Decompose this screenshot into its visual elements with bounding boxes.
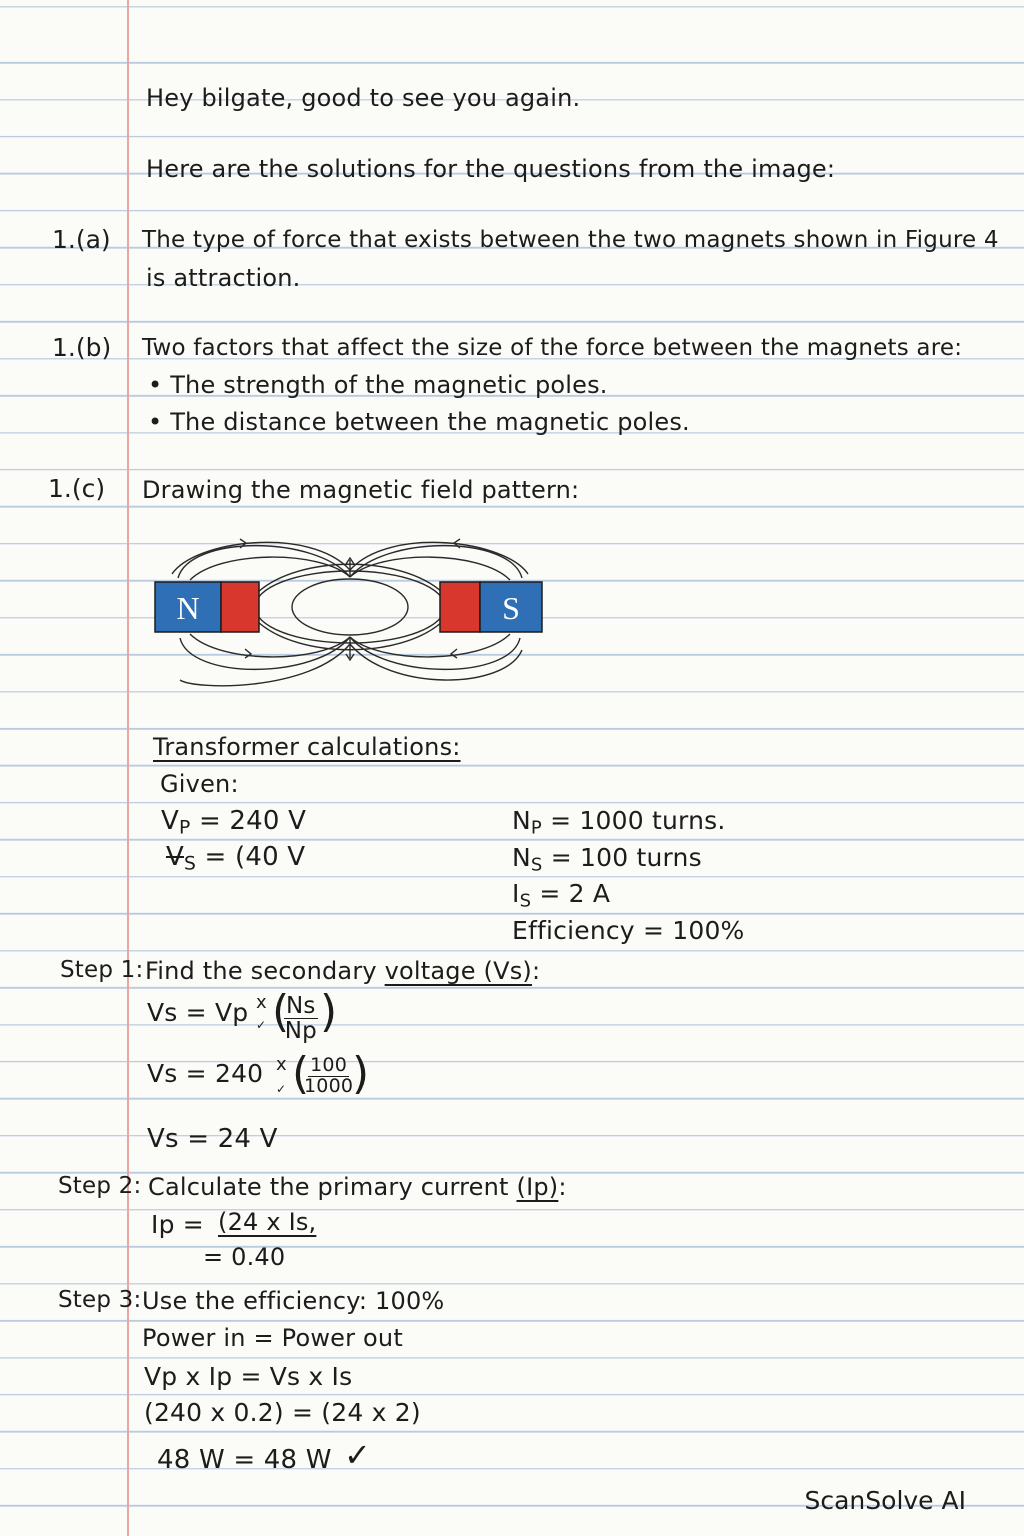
given-vs: $V_S = (40$ V [166, 842, 306, 875]
check-icon: ✓ [344, 1436, 372, 1474]
step1-eq2-times: x [276, 1054, 287, 1075]
step2-title: Calculate the primary current (Ip): [148, 1173, 567, 1201]
q1b-label: 1.(b) [52, 333, 112, 362]
step1-label: Step 1: [60, 957, 144, 983]
paren-close: ) [320, 986, 338, 1037]
paren-open: ( [292, 1048, 310, 1099]
given-label: Given: [160, 770, 239, 798]
fraction-denominator: 1000 [304, 1074, 354, 1097]
fraction-numerator: 100 [310, 1054, 348, 1076]
magnetic-field-diagram [150, 530, 550, 700]
paren-close: ) [352, 1048, 370, 1099]
step3-line4: 48 W = 48 W [157, 1445, 332, 1475]
magnet-right [440, 582, 542, 632]
magnet-right-label: S [502, 590, 520, 626]
step2-label: Step 2: [58, 1173, 142, 1199]
given-efficiency: Efficiency = 100% [512, 916, 745, 945]
bullet-text: The distance between the magnetic poles. [170, 408, 690, 436]
step1-eq1-lhs: Vs = Vp [147, 998, 249, 1027]
step3-line3: (240 x 0.2) = (24 x 2) [144, 1398, 421, 1427]
step3-title: Use the efficiency: 100% [142, 1287, 445, 1315]
intro-line: Here are the solutions for the questions from the image: [146, 155, 836, 183]
magnet-left [155, 582, 259, 632]
bullet-text: The strength of the magnetic poles. [170, 371, 608, 399]
step2-eq1-lhs: Ip = [151, 1210, 204, 1239]
q1b-bullet-2: • The distance between the magnetic poles. [148, 408, 690, 436]
transformer-heading: Transformer calculations: [153, 733, 461, 761]
fraction-numerator: Ns [286, 993, 316, 1019]
step1-eq2-fraction [304, 1056, 353, 1097]
q1b-bullet-1: • The strength of the magnetic poles. [148, 371, 608, 399]
step1-eq2-tick: ✓ [276, 1082, 287, 1096]
magnet-left-label: N [176, 590, 200, 626]
given-vp: $V_P = 240$ V [161, 806, 307, 839]
q1a-label: 1.(a) [52, 225, 111, 254]
q1c-line1: Drawing the magnetic field pattern: [142, 476, 580, 504]
step1-title: Find the secondary voltage (Vs): [145, 957, 541, 985]
step2-eq1-rhs: (24 x Is, [218, 1208, 317, 1236]
step2-eq2: = 0.40 [203, 1243, 286, 1271]
given-is: $I_S = 2$ A [512, 879, 611, 912]
q1a-line2: is attraction. [146, 264, 301, 292]
step3-line1: Power in = Power out [142, 1324, 403, 1352]
step1-eq1-fraction [284, 994, 318, 1043]
step1-eq2-lhs: Vs = 240 [147, 1059, 264, 1088]
q1c-label: 1.(c) [48, 474, 106, 503]
step1-eq1-tick: ✓ [256, 1018, 267, 1032]
q1a-line1: The type of force that exists between the two magnets shown in Figure 4 [142, 227, 999, 253]
greeting: Hey bilgate, good to see you again. [146, 84, 581, 112]
given-ns: $N_S = 100$ turns [512, 843, 702, 876]
q1b-line1: Two factors that affect the size of the force between the magnets are: [142, 335, 963, 361]
brand-label: ScanSolve AI [804, 1486, 966, 1515]
paren-open: ( [272, 986, 290, 1037]
step3-line2: Vp x Ip = Vs x Is [144, 1362, 353, 1391]
fraction-denominator: Np [284, 1018, 317, 1045]
step1-eq1-times: x [256, 992, 267, 1013]
step1-result: Vs = 24 V [147, 1124, 278, 1154]
step3-label: Step 3: [58, 1287, 142, 1313]
given-np: $N_P = 1000$ turns. [512, 806, 726, 839]
